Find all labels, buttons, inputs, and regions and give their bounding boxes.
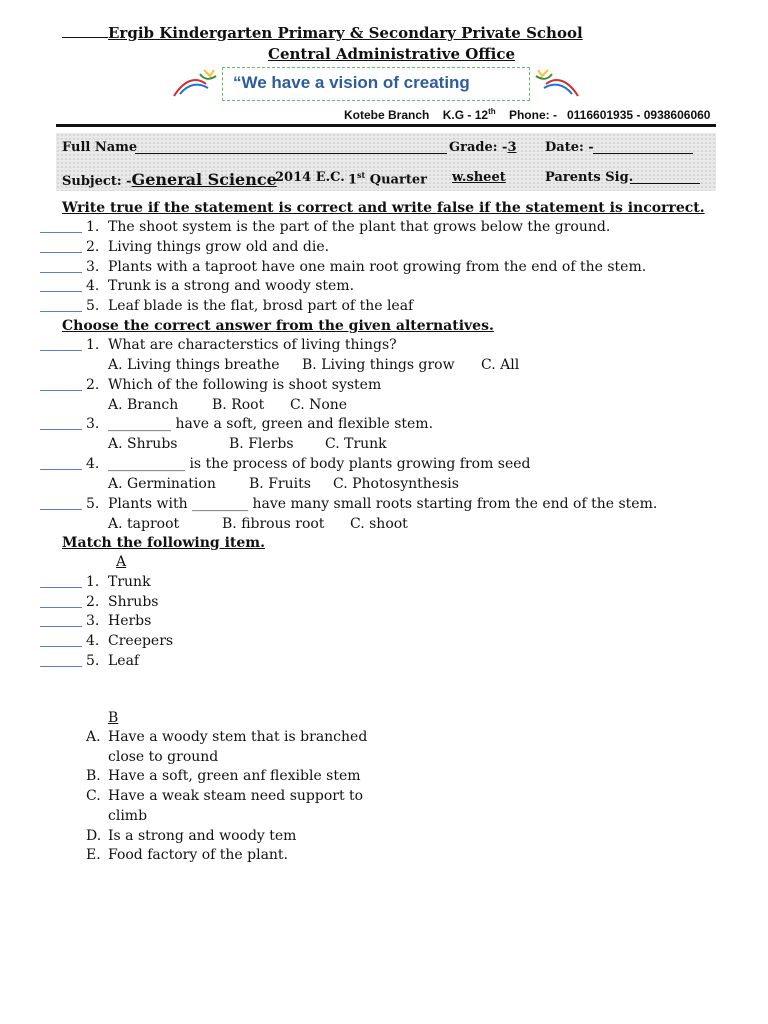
answer-blank[interactable] xyxy=(40,311,82,312)
question-text: _________ have a soft, green and flexible stem. xyxy=(108,416,434,432)
column-b-header: B xyxy=(108,710,119,726)
statement-text: Living things grow old and die. xyxy=(108,239,330,255)
match-blank[interactable] xyxy=(40,587,82,588)
answer-option: A. taproot xyxy=(108,516,180,532)
answer-blank[interactable] xyxy=(40,232,82,233)
answer-option: C. None xyxy=(290,397,348,413)
office-name: Central Administrative Office xyxy=(268,45,516,63)
item-number: 3. xyxy=(86,259,100,275)
header-rule xyxy=(56,124,716,127)
match-number: 5. xyxy=(86,653,100,669)
quarter-num: 1 xyxy=(348,172,358,188)
answer-option: A. Living things breathe xyxy=(108,357,280,373)
answer-blank[interactable] xyxy=(40,291,82,292)
question-number: 3. xyxy=(86,416,100,432)
grades-sup: th xyxy=(488,107,496,116)
answer-blank[interactable] xyxy=(40,429,82,430)
match-number: 4. xyxy=(86,633,100,649)
statement-text: Trunk is a strong and woody stem. xyxy=(108,278,355,294)
answer-blank[interactable] xyxy=(40,272,82,273)
match-blank[interactable] xyxy=(40,607,82,608)
answer-blank[interactable] xyxy=(40,252,82,253)
match-letter: B. xyxy=(86,768,101,785)
grade-label: Grade: - xyxy=(449,140,508,155)
item-number: 1. xyxy=(86,219,100,235)
school-name: Ergib Kindergarten Primary & Secondary Private School xyxy=(62,24,583,42)
answer-blank[interactable] xyxy=(40,509,82,510)
subject-value: General Science xyxy=(131,170,277,189)
sheet-label: w.sheet xyxy=(452,170,506,185)
match-number: 1. xyxy=(86,574,100,590)
answer-option: B. Root xyxy=(212,397,265,413)
contact-line xyxy=(344,107,710,122)
match-number: 3. xyxy=(86,613,100,629)
quarter xyxy=(348,170,427,187)
match-blank[interactable] xyxy=(40,666,82,667)
match-blank[interactable] xyxy=(40,626,82,627)
section3-title: Match the following item. xyxy=(62,535,265,551)
match-term: Trunk xyxy=(108,574,151,590)
column-a-header: A xyxy=(116,554,127,570)
subject-label: Subject: - xyxy=(62,174,132,189)
statement-text: Plants with a taproot have one main root growing from the end of the stem. xyxy=(108,259,647,275)
answer-option: C. All xyxy=(481,357,520,373)
match-term: Leaf xyxy=(108,653,140,669)
match-description: Have a soft, green anf flexible stem xyxy=(108,768,361,785)
grade-value: 3 xyxy=(507,140,517,155)
answer-blank[interactable] xyxy=(40,390,82,391)
item-number: 4. xyxy=(86,278,100,294)
match-letter: C. xyxy=(86,788,101,805)
match-term: Creepers xyxy=(108,633,174,649)
item-number: 2. xyxy=(86,239,100,255)
match-letter: D. xyxy=(86,827,102,844)
branch: Kotebe Branch xyxy=(344,108,430,122)
bird-logo-left-icon xyxy=(170,66,222,102)
match-blank[interactable] xyxy=(40,646,82,647)
match-description: climb xyxy=(108,807,148,824)
answer-option: B. Flerbs xyxy=(229,436,294,452)
question-number: 5. xyxy=(86,496,100,512)
full-name-label: Full Name xyxy=(62,140,138,155)
match-description: Have a weak steam need support to xyxy=(108,788,364,805)
date-field[interactable] xyxy=(593,153,693,154)
match-letter: E. xyxy=(86,847,101,864)
answer-option: A. Shrubs xyxy=(108,436,178,452)
match-description: close to ground xyxy=(108,748,219,765)
section2-title: Choose the correct answer from the given alternatives. xyxy=(62,318,494,334)
parents-sig-field[interactable] xyxy=(630,183,700,184)
answer-option: B. fibrous root xyxy=(222,516,325,532)
match-description: Have a woody stem that is branched xyxy=(108,729,368,745)
question-text: What are characterstics of living things? xyxy=(108,337,397,353)
quarter-word: Quarter xyxy=(369,172,427,188)
quarter-sup: st xyxy=(357,170,366,180)
statement-text: Leaf blade is the flat, brosd part of the leaf xyxy=(108,298,414,314)
full-name-field[interactable] xyxy=(135,153,447,154)
answer-option: B. Fruits xyxy=(249,476,311,492)
match-number: 2. xyxy=(86,594,100,610)
match-description: Food factory of the plant. xyxy=(108,847,289,864)
answer-option: B. Living things grow xyxy=(302,357,455,373)
item-number: 5. xyxy=(86,298,100,314)
statement-text: The shoot system is the part of the plant that grows below the ground. xyxy=(108,219,611,235)
answer-option: C. Trunk xyxy=(325,436,387,452)
motto-text: “We have a vision of creating xyxy=(233,73,470,92)
grade-field xyxy=(449,140,517,155)
answer-option: A. Germination xyxy=(108,476,216,492)
phone-numbers: 0116601935 - 0938606060 xyxy=(566,108,711,122)
question-text: Plants with ________ have many small roots starting from the end of the stem. xyxy=(108,496,658,512)
grades: K.G - 12 xyxy=(442,108,489,122)
motto-box xyxy=(222,67,530,101)
match-term: Herbs xyxy=(108,613,152,629)
question-number: 4. xyxy=(86,456,100,472)
parents-sig-label: Parents Sig. xyxy=(545,170,634,185)
date-label: Date: - xyxy=(545,140,594,155)
question-number: 2. xyxy=(86,377,100,393)
section1-title: Write true if the statement is correct and write false if the statement is incorrect. xyxy=(62,200,705,216)
answer-blank[interactable] xyxy=(40,469,82,470)
answer-option: C. shoot xyxy=(350,516,408,532)
question-text: Which of the following is shoot system xyxy=(108,377,382,393)
bird-logo-right-icon xyxy=(530,66,582,102)
match-description: Is a strong and woody tem xyxy=(108,827,297,844)
year: 2014 E.C. xyxy=(275,170,345,185)
subject-field xyxy=(62,170,277,189)
phone-label: Phone: - xyxy=(508,108,557,122)
question-text: ___________ is the process of body plants growing from seed xyxy=(108,456,531,472)
answer-blank[interactable] xyxy=(40,350,82,351)
match-letter: A. xyxy=(86,729,101,745)
answer-option: C. Photosynthesis xyxy=(333,476,459,492)
answer-option: A. Branch xyxy=(108,397,179,413)
question-number: 1. xyxy=(86,337,100,353)
match-term: Shrubs xyxy=(108,594,159,610)
